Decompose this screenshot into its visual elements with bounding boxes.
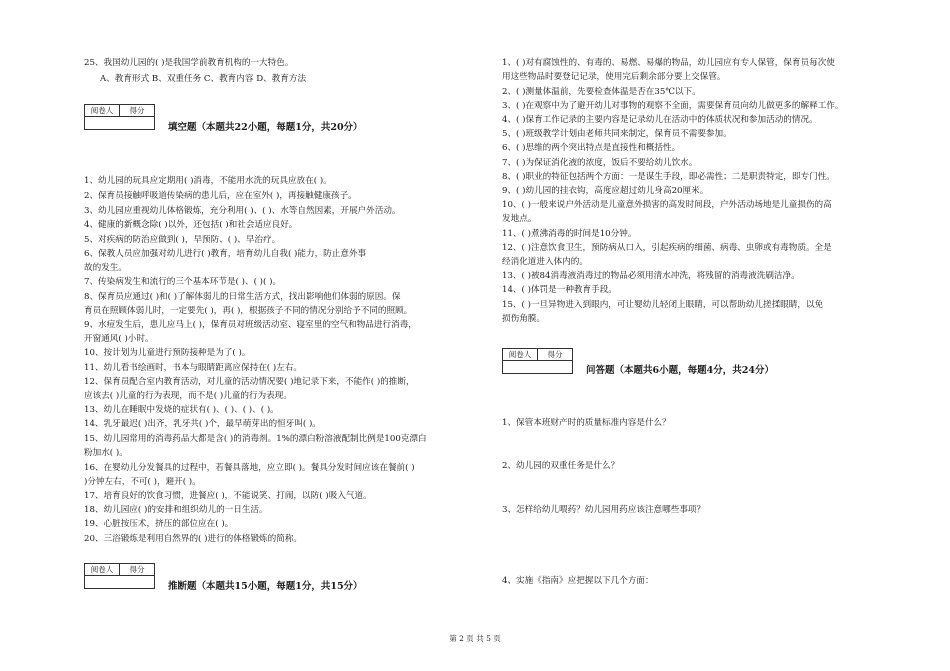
fill-item: 17、培育良好的饮食习惯，进餐应( )，不能说笑、打闹，以防( )吸入气道。: [84, 491, 372, 501]
judge-item: 2、( )测量体温前，先要检查体温是否在35℃以下。: [502, 87, 701, 97]
score-box-judge: [84, 563, 155, 589]
qa-section-title: 问答题（本题共6小题，每题4分，共24分）: [586, 365, 774, 376]
fill-item: 15、幼儿园常用的消毒药品大都是含( )的消毒剂。1%的漂白粉溶液配制比例是100克漂白: [84, 434, 427, 444]
judge-item: 11、( )煮沸消毒的时间是10分钟。: [502, 229, 637, 239]
fill-item: 6、保教人员应加强对幼儿进行( )教育，培育幼儿自我( )能力，防止意外事: [84, 249, 367, 259]
qa-item: 4、实施《指南》应把握以下几个方面：: [502, 576, 654, 586]
judge-item: 15、( )一旦异物进入到眼内，可让婴幼儿轻闭上眼睛，可以帮助幼儿搓揉眼睛，以免: [502, 300, 824, 310]
score-box-qa: [502, 348, 573, 374]
fill-item: 12、保育员配合室内教育活动，对儿童的活动情况要( )地记录下来，不能作( )的推断，: [84, 377, 415, 387]
fill-item: 故的发生。: [84, 263, 127, 273]
page-footer: 第 2 页 共 5 页: [449, 634, 501, 643]
fill-item: 16、在婴幼儿分发餐具的过程中，若餐具落地，应立即( )。餐具分发时间应该在餐前( ): [84, 463, 415, 473]
judge-item: 5、( )班级教学计划由老师共同来制定，保育员不需要参加。: [502, 129, 732, 139]
qa-item: 2、幼儿园的双重任务是什么？: [502, 461, 620, 471]
judge-item: 6、( )思维的两个突出特点是直接性和概括性。: [502, 143, 681, 153]
fill-item: 4、健康的新概念除( )以外，还包括( )和社会适应良好。: [84, 220, 298, 230]
fill-item: 13、幼儿在睡眠中发烧的症状有( )、( )、( )、( )。: [84, 405, 279, 415]
fill-item: 应该去( )儿童的行为表现，而不是( )儿童的行为表现。: [84, 391, 292, 401]
fill-item: 11、幼儿看书绘画时，书本与眼睛距离应保持在( )左右。: [84, 363, 303, 373]
score-box-score: 得分: [120, 564, 154, 576]
judge-item: 12、( )注意饮食卫生，预防病从口入，引起疾病的细菌、病毒、虫卵或有毒物质。全是: [502, 243, 832, 253]
qa-item: 1、保管本班财产时的质量标准内容是什么？: [502, 418, 671, 428]
judge-item: 14、( )体罚是一种教育手段。: [502, 285, 617, 295]
fill-item: 10、按计划为儿童进行预防接种是为了( )。: [84, 348, 251, 358]
judge-item: 1、( )对有腐蚀性的、有毒的、易燃、易爆的物品，幼儿园应有专人保管，保育员每次使: [502, 58, 835, 68]
fill-item: 20、三浴锻炼是利用自然界的( )进行的体格锻炼的简称。: [84, 534, 303, 544]
fill-item: 5、对疾病的防治应做到( )，早预防、( )、早治疗。: [84, 235, 281, 245]
question-25-options: A、教育形式 B、双重任务 C、教育内容 D、教育方法: [100, 74, 307, 84]
fill-section-title: 填空题（本题共22小题，每题1分，共20分）: [168, 122, 363, 133]
score-box-grader: 阅卷人: [503, 349, 538, 361]
judge-item: 13、( )被84消毒液消毒过的物品必须用清水冲洗，将残留的消毒液洗刷洁净。: [502, 271, 800, 281]
fill-item: 7、传染病发生和流行的三个基本环节是( )、( )( )。: [84, 277, 282, 287]
fill-item: 育员在照顾体弱儿时，一定要先( )，再( )，根据孩子不同的情况分别给予不同的照顾。: [84, 306, 413, 316]
fill-item: 3、幼儿园应重视幼儿体格锻炼，充分利用( )、( )、水等自然因素，开展户外活动。: [84, 206, 401, 216]
judge-item: 损伤角膜。: [502, 314, 545, 324]
fill-item: )分钟左右，不可( )，避开( )。: [84, 477, 201, 487]
score-box-grader: 阅卷人: [85, 564, 120, 576]
fill-item: 19、心脏按压术，挤压的部位应在( )。: [84, 519, 234, 529]
score-box-score: 得分: [120, 105, 154, 117]
judge-item: 用这些物品时要登记记录，使用完后剩余部分要上交保管。: [502, 72, 726, 82]
fill-item: 18、幼儿园应( )的安排和组织幼儿的一日生活。: [84, 505, 268, 515]
judge-section-title: 推断题（本题共15小题，每题1分，共15分）: [168, 581, 363, 592]
judge-item: 10、( )一般来说户外活动是儿童意外损害的高发时间段，户外活动场地是儿童损伤的高: [502, 200, 832, 210]
fill-item: 8、保育员应通过( )和( )了解体弱儿的日常生活方式，找出影响他们体弱的原因。保: [84, 292, 401, 302]
fill-item: 1、幼儿园的玩具应定期用( )消毒，不能用水洗的玩具应放在( )。: [84, 176, 332, 186]
score-box-grader: 阅卷人: [85, 105, 120, 117]
fill-item: 开窗通风( )小时。: [84, 334, 154, 344]
qa-item: 3、怎样给幼儿喂药？幼儿园用药应该注意哪些事项？: [502, 505, 706, 515]
question-25: 25、我国幼儿园的( )是我国学前教育机构的一大特色。: [84, 58, 294, 68]
fill-item: 2、保育员接触呼吸道传染病的患儿后，应在室外( )，再接触健康孩子。: [84, 191, 357, 201]
judge-item: 8、( )职业的特征包括两个方面：一是谋生手段，即必需性；二是职责特定，即专门性。: [502, 172, 835, 182]
fill-item: 粉加水( )。: [84, 448, 128, 458]
score-box-fill: [84, 104, 155, 130]
judge-item: 4、( )保育工作记录的主要内容是记录幼儿在活动中的体质状况和参加活动的情况。: [502, 115, 818, 125]
fill-item: 14、乳牙最迟( )出齐，乳牙共( )个，最早萌芽出的恒牙叫( )。: [84, 419, 321, 429]
judge-item: 7、( )为保证消化液的浓度，饭后不要给幼儿饮水。: [502, 158, 698, 168]
fill-item: 9、水痘发生后，患儿应马上( )，保育员对班级活动室、寝室里的空气和物品进行消毒，: [84, 320, 417, 330]
judge-item: 9、( )幼儿园的挂衣钩，高度应超过幼儿身高20厘米。: [502, 186, 709, 196]
judge-item: 3、( )在观察中为了避开幼儿对事物的观察不全面，需要保育员向幼儿做更多的解释工作。: [502, 101, 844, 111]
judge-item: 经消化道进入体内的。: [502, 257, 588, 267]
judge-item: 发地点。: [502, 214, 537, 224]
score-box-score: 得分: [538, 349, 572, 361]
